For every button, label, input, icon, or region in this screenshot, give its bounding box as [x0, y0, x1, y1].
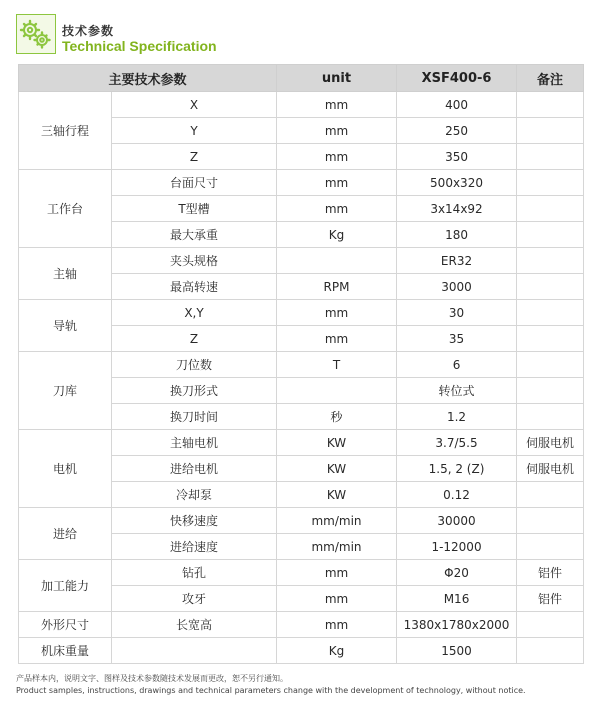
- param-cell: 长宽高: [112, 612, 277, 638]
- table-row: [19, 612, 584, 638]
- param-cell: Y: [112, 118, 277, 144]
- spec-table-body: [19, 92, 584, 664]
- unit-cell: mm: [277, 612, 397, 638]
- param-cell: 换刀时间: [112, 404, 277, 430]
- remark-cell: 铝件: [517, 586, 584, 612]
- unit-cell: mm: [277, 326, 397, 352]
- group-label: 加工能力: [19, 560, 112, 612]
- table-row: [19, 638, 584, 664]
- footnote-zh: 产品样本内，说明文字、图样及技术参数随技术发展而更改，恕不另行通知。: [16, 674, 288, 683]
- unit-cell: RPM: [277, 274, 397, 300]
- param-cell: 钻孔: [112, 560, 277, 586]
- table-header-row: [19, 65, 584, 92]
- unit-cell: mm: [277, 196, 397, 222]
- remark-cell: [517, 378, 584, 404]
- value-cell: 转位式: [397, 378, 517, 404]
- remark-cell: [517, 482, 584, 508]
- remark-cell: [517, 404, 584, 430]
- value-cell: 250: [397, 118, 517, 144]
- unit-cell: [277, 378, 397, 404]
- header-param: 主要技术参数: [19, 65, 277, 92]
- unit-cell: KW: [277, 482, 397, 508]
- unit-cell: T: [277, 352, 397, 378]
- gears-icon: [16, 14, 56, 54]
- remark-cell: [517, 196, 584, 222]
- remark-cell: 铝件: [517, 560, 584, 586]
- value-cell: 35: [397, 326, 517, 352]
- value-cell: 3000: [397, 274, 517, 300]
- footnote: [16, 673, 526, 697]
- param-cell: 主轴电机: [112, 430, 277, 456]
- unit-cell: mm/min: [277, 534, 397, 560]
- remark-cell: [517, 248, 584, 274]
- remark-cell: [517, 144, 584, 170]
- group-label: 刀库: [19, 352, 112, 430]
- remark-cell: [517, 612, 584, 638]
- unit-cell: mm: [277, 586, 397, 612]
- value-cell: 6: [397, 352, 517, 378]
- param-cell: 刀位数: [112, 352, 277, 378]
- value-cell: 1.2: [397, 404, 517, 430]
- group-label: 电机: [19, 430, 112, 508]
- remark-cell: [517, 222, 584, 248]
- value-cell: 400: [397, 92, 517, 118]
- remark-cell: [517, 274, 584, 300]
- param-cell: X,Y: [112, 300, 277, 326]
- unit-cell: mm: [277, 560, 397, 586]
- param-cell: 快移速度: [112, 508, 277, 534]
- group-label: 进给: [19, 508, 112, 560]
- value-cell: 180: [397, 222, 517, 248]
- remark-cell: [517, 92, 584, 118]
- table-row: [19, 430, 584, 456]
- section-header: [16, 14, 576, 54]
- value-cell: Φ20: [397, 560, 517, 586]
- table-row: [19, 170, 584, 196]
- param-cell: Z: [112, 326, 277, 352]
- param-cell: 冷却泵: [112, 482, 277, 508]
- unit-cell: mm: [277, 92, 397, 118]
- unit-cell: mm: [277, 118, 397, 144]
- unit-cell: KW: [277, 430, 397, 456]
- remark-cell: [517, 638, 584, 664]
- unit-cell: mm: [277, 300, 397, 326]
- param-cell: 换刀形式: [112, 378, 277, 404]
- remark-cell: [517, 326, 584, 352]
- param-cell: 最高转速: [112, 274, 277, 300]
- header-model: XSF400-6: [397, 65, 517, 92]
- param-cell: 台面尺寸: [112, 170, 277, 196]
- param-cell: 进给电机: [112, 456, 277, 482]
- section-title-en: Technical Specification: [62, 38, 217, 54]
- table-row: [19, 508, 584, 534]
- value-cell: 3.7/5.5: [397, 430, 517, 456]
- remark-cell: [517, 170, 584, 196]
- value-cell: 30: [397, 300, 517, 326]
- remark-cell: [517, 508, 584, 534]
- unit-cell: Kg: [277, 222, 397, 248]
- unit-cell: [277, 248, 397, 274]
- spec-table: [18, 64, 584, 664]
- param-cell: Z: [112, 144, 277, 170]
- value-cell: M16: [397, 586, 517, 612]
- param-cell: 夹头规格: [112, 248, 277, 274]
- remark-cell: [517, 534, 584, 560]
- param-cell: 最大承重: [112, 222, 277, 248]
- table-row: [19, 92, 584, 118]
- value-cell: ER32: [397, 248, 517, 274]
- unit-cell: mm/min: [277, 508, 397, 534]
- remark-cell: [517, 300, 584, 326]
- value-cell: 0.12: [397, 482, 517, 508]
- remark-cell: [517, 352, 584, 378]
- unit-cell: Kg: [277, 638, 397, 664]
- value-cell: 1380x1780x2000: [397, 612, 517, 638]
- group-label: 主轴: [19, 248, 112, 300]
- group-label: 三轴行程: [19, 92, 112, 170]
- remark-cell: 伺服电机: [517, 456, 584, 482]
- value-cell: 1-12000: [397, 534, 517, 560]
- table-row: [19, 248, 584, 274]
- value-cell: 30000: [397, 508, 517, 534]
- param-cell: 攻牙: [112, 586, 277, 612]
- header-remark: 备注: [517, 65, 584, 92]
- group-label: 导轨: [19, 300, 112, 352]
- remark-cell: 伺服电机: [517, 430, 584, 456]
- header-unit: unit: [277, 65, 397, 92]
- unit-cell: KW: [277, 456, 397, 482]
- value-cell: 350: [397, 144, 517, 170]
- param-cell: X: [112, 92, 277, 118]
- table-row: [19, 560, 584, 586]
- group-label: 外形尺寸: [19, 612, 112, 638]
- unit-cell: 秒: [277, 404, 397, 430]
- group-label: 机床重量: [19, 638, 112, 664]
- group-label: 工作台: [19, 170, 112, 248]
- unit-cell: mm: [277, 170, 397, 196]
- unit-cell: mm: [277, 144, 397, 170]
- value-cell: 1500: [397, 638, 517, 664]
- param-cell: T型槽: [112, 196, 277, 222]
- table-row: [19, 300, 584, 326]
- footnote-en: Product samples, instructions, drawings and technical parameters change with the development of technology, without notice.: [16, 686, 526, 695]
- value-cell: 3x14x92: [397, 196, 517, 222]
- param-cell: 进给速度: [112, 534, 277, 560]
- value-cell: 1.5, 2 (Z): [397, 456, 517, 482]
- remark-cell: [517, 118, 584, 144]
- table-row: [19, 352, 584, 378]
- section-title-zh: 技术参数: [62, 24, 115, 38]
- param-cell: [112, 638, 277, 664]
- value-cell: 500x320: [397, 170, 517, 196]
